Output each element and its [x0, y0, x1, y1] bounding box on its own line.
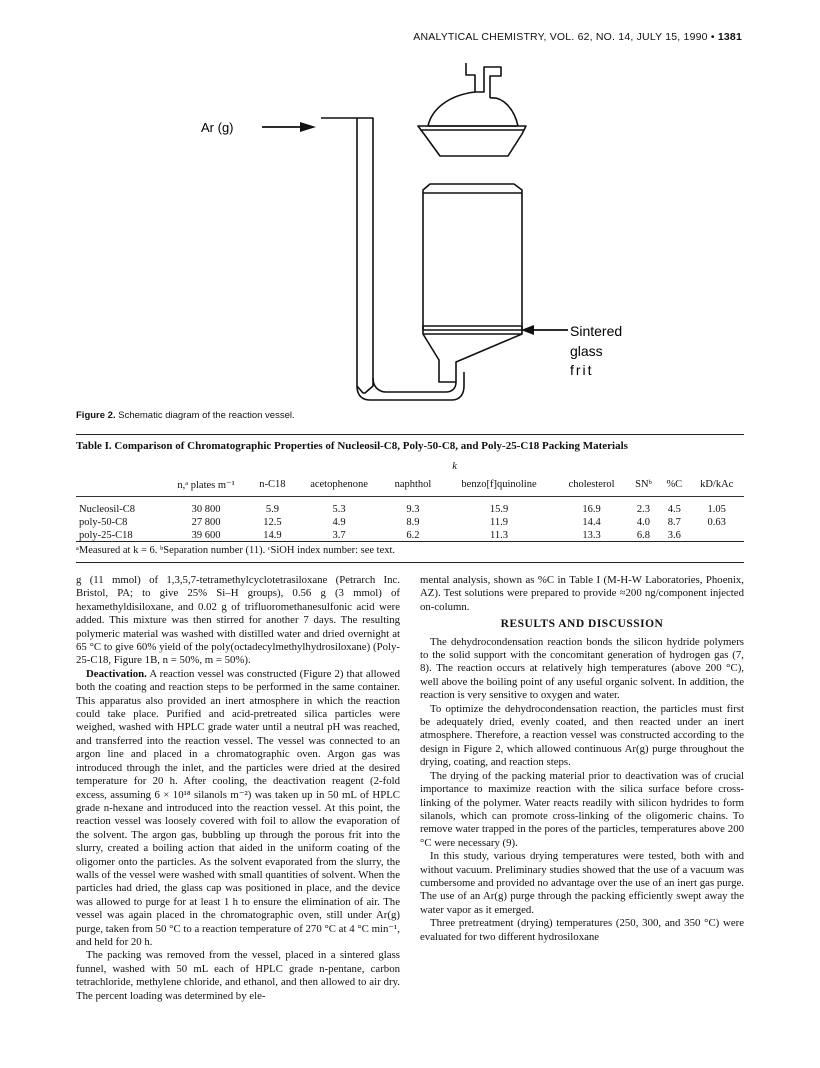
figure-caption-text: Schematic diagram of the reaction vessel.: [118, 410, 295, 421]
table-cell: 13.3: [582, 529, 601, 541]
paragraph: The dehydrocondensation reaction bonds the silicon hydride polymers to the solid support with the concomitant generation of hydrogen gas (7, 8). The reaction occurs at relatively high temperatures (above 200 °C), well above the boiling point of any useful organic solvent. In addition, the reaction is very sensitive to oxygen and water.: [420, 635, 744, 702]
table-bottom-rule: [76, 541, 744, 542]
table-cell: 1.05: [707, 503, 726, 515]
column-header: kD/kAc: [700, 479, 734, 491]
separator-bullet: •: [710, 31, 715, 43]
row-label: Nucleosil-C8: [79, 503, 135, 515]
table-cell: 0.63: [707, 516, 726, 528]
table-end-rule: [76, 562, 744, 563]
journal-citation: ANALYTICAL CHEMISTRY, VOL. 62, NO. 14, JULY 15, 1990: [413, 31, 708, 43]
table-row: [76, 516, 744, 529]
table-row: [76, 503, 744, 516]
sintered-label: Sintered: [570, 323, 623, 339]
table-row: [76, 529, 744, 542]
page-number: 1381: [717, 31, 742, 43]
glass-label: glass: [570, 343, 603, 359]
frit-label: frit: [570, 362, 594, 378]
column-header: naphthol: [383, 474, 442, 496]
column-header: %C: [666, 479, 683, 491]
table-cell: 14.4: [582, 516, 601, 528]
table-cell: 3.6: [667, 529, 681, 541]
table-cell: 15.9: [489, 503, 509, 515]
section-heading: RESULTS AND DISCUSSION: [500, 618, 664, 631]
table-footnote: ᵃMeasured at k = 6. ᵇSeparation number (11). ᶜSiOH index number: see text.: [76, 545, 396, 556]
vessel-body: [423, 184, 522, 330]
table-cell: 3.7: [332, 529, 346, 541]
table-cell: 6.8: [636, 529, 651, 541]
frit-arrow: [521, 325, 568, 335]
properties-table: [76, 458, 744, 542]
left-column: [76, 574, 400, 1003]
table-title: Table I. Comparison of Chromatographic Properties of Nucleosil-C8, Poly-50-C8, and Poly-25-C18 Packing Materials: [76, 440, 628, 452]
table-cell: 11.9: [490, 516, 509, 528]
column-header: n-C18: [250, 474, 295, 496]
paragraph: In this study, various drying temperatures were tested, both with and without vacuum. Preliminary studies showed that the use of a vacuum was cumbersome and provided no advantage over the use of an inert gas purge. The use of an Ar(g) purge through the packing efficiently swept away the water vapor as it emerged.: [420, 850, 744, 916]
table-cell: 2.3: [636, 503, 651, 515]
table-cell: 5.9: [265, 503, 279, 515]
lower-funnel: [423, 334, 522, 382]
deactivation-heading: Deactivation.: [86, 667, 147, 680]
figure-caption-label: Figure 2.: [76, 410, 116, 421]
table-cell: 16.9: [582, 503, 601, 515]
table-cell: 27 800: [191, 516, 221, 528]
column-header: SNᵇ: [635, 479, 652, 491]
table-cell: 39 600: [191, 529, 221, 541]
table-header-row: [76, 474, 744, 496]
table-cell: 5.3: [332, 503, 346, 515]
paragraph: Three pretreatment (drying) temperatures (250, 300, and 350 °C) were evaluated for two different hydrosiloxane: [420, 917, 744, 943]
figure-caption: [76, 410, 295, 421]
cap-dome: [428, 92, 518, 126]
paragraph: g (11 mmol) of 1,3,5,7-tetramethylcyclotetrasiloxane (Petrarch Inc. Bristol, PA; to give 25% Si–H groups), 0.56 g (3 mmol) of hexamethyldisiloxane, and 0.02 g of trifluoromethanesulfonic acid were added. This mixture was then stirred for another 7 days. The resulting polymeric material was washed with distilled water and dried overnight at 65 °C to give 60% yield of the poly(octadecylmethylhydrosiloxane) (Poly-25-C18, Figure 1B, n = 50%, m = 50%).: [76, 574, 400, 667]
paragraph: Deactivation. A reaction vessel was constructed (Figure 2) that allowed both the coating and reaction steps to be performed in the same container. This apparatus also provided an inert atmosphere in which the reaction could take place. Purified and acid-pretreated silica particles were weighed, washed with HPLC grade water until a neutral pH was reached, and transferred into the reaction vessel. The vessel was connected to an argon line and placed in a chromatographic oven. Argon gas was introduced through the inlet, and the particles were dried at the desired temperature for 20 h. After cooling, the deactivation reagent (2-fold excess, assuming 6 × 10¹⁸ silanols m⁻²) was taken up in 50 mL of HPLC grade n-hexane and introduced into the reaction vessel. At this point, the reaction vessel was loosely covered with foil to allow the evaporation of the solvent. The argon gas, bubbling up through the porous frit into the slurry, created a boiling action that aided in the uniform coating of the oligomer onto the particles. As the solvent evaporated from the slurry, the walls of the vessel were washed with small quantities of solvent. When the particles had dried, the glass cap was positioned in place, and the device was allowed to purge for at least 1 h to ensure the elimination of air. The vessel was again placed in the chromatographic oven, still under Ar(g) purge, taken from 50 °C to a reaction temperature of 270 °C at 4 °C min⁻¹, and held for 20 h.: [76, 667, 400, 948]
paragraph: The packing was removed from the vessel, placed in a sintered glass funnel, washed with 50 mL each of HPLC grade n-pentane, carbon tetrachloride, methylene chloride, and ethanol, and then allowed to air dry. The percent loading was determined by ele-: [76, 949, 400, 1002]
column-header: acetophenone: [295, 474, 383, 496]
paragraph: To optimize the dehydrocondensation reaction, the particles must first be adequately dried, evenly coated, and then reacted under an inert atmosphere. Therefore, a reaction vessel was constructed according to the design in Figure 2, which allowed continuous Ar(g) purge throughout the drying, coating, and reaction steps.: [420, 702, 744, 769]
paragraph: mental analysis, shown as %C in Table I (M-H-W Laboratories, Phoenix, AZ). Test solutions were prepared to provide ≈200 ng/component injected on-column.: [420, 574, 744, 613]
table-cell: 12.5: [263, 516, 282, 528]
table-cell: 8.7: [667, 516, 681, 528]
table-cell: 9.3: [406, 503, 420, 515]
row-label: poly-50-C8: [79, 516, 128, 528]
argon-label: Ar (g): [201, 120, 234, 135]
table-cell: 4.5: [667, 503, 681, 515]
inlet-tube: [321, 118, 373, 393]
table-cell: [689, 529, 744, 542]
table-body: [76, 503, 744, 542]
table-top-rule: [76, 434, 744, 435]
table-cell: 30 800: [191, 503, 221, 515]
argon-arrow: [262, 122, 316, 132]
table-cell: 8.9: [406, 516, 420, 528]
column-header: benzo[f]quinoline: [443, 474, 556, 496]
table-cell: 4.0: [636, 516, 651, 528]
table-cell: 4.9: [332, 516, 346, 528]
paragraph: The drying of the packing material prior to deactivation was of crucial importance to maximize reaction with the silica surface before cross-linking of the polymer. Water reacts readily with silicon hydrides to form silanols, which can promote cross-linking of the oligomeric chains. To remove water trapped in the pores of the particles, temperatures above 200 °C were necessary (9).: [420, 769, 744, 849]
table-cell: 14.9: [263, 529, 282, 541]
row-label: poly-25-C18: [79, 529, 133, 541]
column-header: n,ᵃ plates m⁻¹: [177, 479, 235, 491]
k-group-header: k: [452, 460, 457, 472]
table-cell: 6.2: [406, 529, 420, 541]
reaction-vessel-figure: [0, 0, 820, 410]
right-column: [420, 574, 744, 944]
table-cell: 11.3: [490, 529, 509, 541]
column-header: cholesterol: [555, 474, 627, 496]
